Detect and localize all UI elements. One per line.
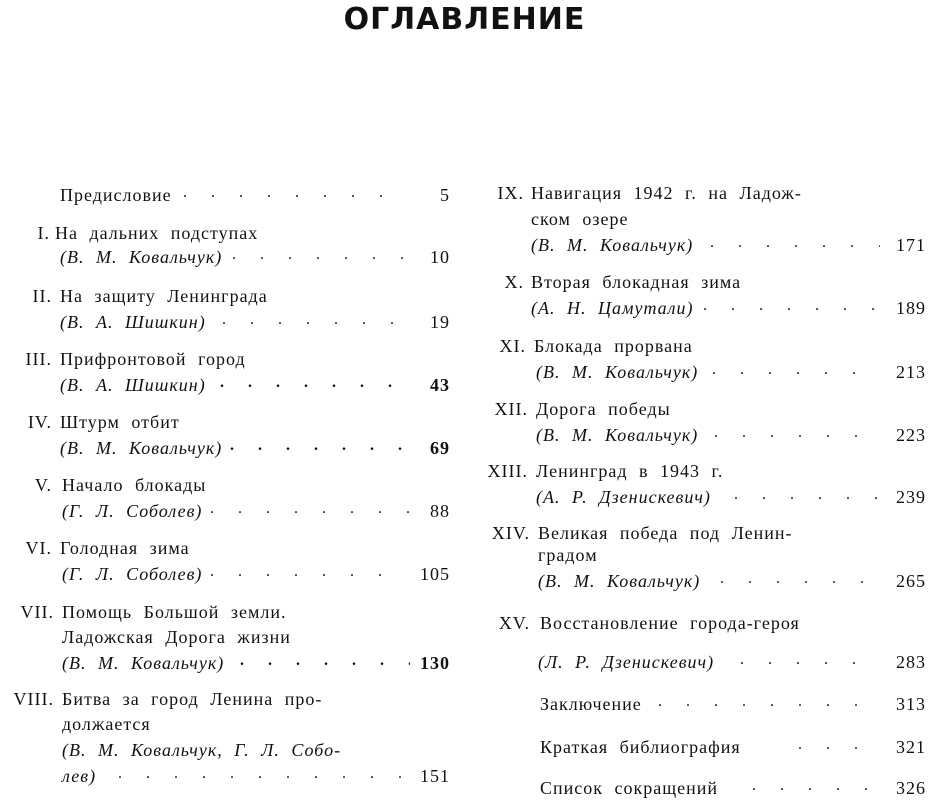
toc-entry-author: (В. М. Ковальчук) [538,571,701,591]
toc-entry-title-cont: Ладожская Дорога жизни [62,627,291,647]
toc-entry-page: 239 [896,487,926,507]
toc-leader [240,652,410,670]
toc-entry-title-cont: градом [538,545,598,565]
toc-entry-title-cont: должается [62,714,151,734]
toc-entry-author: (В. М. Ковальчук) [62,653,225,673]
toc-entry-author: (В. М. Ковальчук) [531,235,694,255]
toc-leader [230,437,415,455]
toc-leader [712,361,880,379]
toc-entry-page: 223 [896,425,926,445]
toc-leader [798,736,868,754]
toc-entry-title: Битва за город Ленина про- [62,689,323,709]
toc-entry-numeral: IX. [497,183,524,203]
toc-leader [118,765,408,783]
toc-entry-page: 5 [440,185,450,205]
toc-entry-page: 265 [896,571,926,591]
toc-entry-author: (В. М. Ковальчук, Г. Л. Собо- [62,740,342,760]
toc-entry-numeral: XI. [499,336,526,356]
toc-leader [703,297,883,315]
toc-entry-numeral: XIII. [487,461,528,481]
toc-entry-numeral: XIV. [491,523,530,543]
toc-entry-page: 189 [896,298,926,318]
toc-entry-author: (Г. Л. Соболев) [62,501,203,521]
toc-entry-title: На защиту Ленинграда [60,286,268,306]
toc-entry-title: Прифронтовой город [60,349,246,369]
toc-entry-title: Великая победа под Ленин- [538,523,793,543]
toc-entry-title: Заключение [540,694,642,714]
toc-entry-title: Вторая блокадная зима [531,272,742,292]
toc-entry-author: (В. М. Ковальчук) [536,425,699,445]
toc-entry-numeral: X. [504,272,524,292]
toc-entry-page: 326 [896,778,926,798]
toc-entry-title: Восстановление города-героя [540,613,800,633]
toc-entry-numeral: VIII. [13,689,54,709]
toc-entry-page: 19 [430,312,450,332]
toc-entry-page: 10 [430,247,450,267]
toc-entry-page: 43 [430,375,450,395]
toc-entry-title: Дорога победы [536,399,671,419]
toc-entry-title: Блокада прорвана [534,336,693,356]
toc-entry-title: Начало блокады [62,475,207,495]
toc-entry-page: 171 [896,235,926,255]
toc-leader [232,246,412,264]
toc-entry-title: Помощь Большой земли. [62,602,287,622]
toc-leader [210,500,415,518]
toc-entry-author: (Л. Р. Дзенискевич) [538,652,715,672]
toc-leader [658,693,880,711]
toc-entry-numeral: IV. [27,412,52,432]
toc-entry-page: 130 [420,653,450,673]
toc-entry-page: 321 [896,737,926,757]
toc-entry-author: (А. Н. Цамутали) [531,298,694,318]
toc-entry-numeral: VI. [25,538,52,558]
toc-leader [210,563,405,581]
toc-leader [720,570,880,588]
toc-leader [740,651,880,669]
toc-entry-numeral: VII. [20,602,54,622]
toc-entry-author: (Г. Л. Соболев) [62,564,203,584]
toc-entry-numeral: V. [34,475,52,495]
toc-entry-numeral: I. [37,223,50,243]
toc-entry-title: Ленинград в 1943 г. [536,461,724,481]
toc-entry-numeral: III. [25,349,52,369]
toc-leader [222,311,417,329]
toc-leader [220,374,415,392]
toc-entry-numeral: XV. [498,613,530,633]
toc-leader [710,234,880,252]
toc-entry-page: 213 [896,362,926,382]
toc-leader [734,486,880,504]
toc-entry-author: (В. А. Шишкин) [60,312,206,332]
toc-entry-title: Предисловие [60,185,172,205]
toc-entry-title: Штурм отбит [60,412,180,432]
toc-entry-title-cont: ском озере [531,209,629,229]
toc-entry-title: Краткая библиография [540,737,741,757]
toc-entry-page: 313 [896,694,926,714]
toc-leader [183,184,403,202]
toc-entry-title: Навигация 1942 г. на Ладож- [531,183,802,203]
toc-entry-author: (А. Р. Дзенискевич) [536,487,711,507]
toc-entry-page: 151 [420,766,450,786]
toc-entry-title: Список сокращений [540,778,718,798]
toc-entry-author: (В. М. Ковальчук) [60,438,223,458]
toc-entry-page: 105 [420,564,450,584]
toc-entry-author: (В. М. Ковальчук) [536,362,699,382]
toc-entry-author: (В. А. Шишкин) [60,375,206,395]
toc-entry-page: 283 [896,652,926,672]
toc-entry-author: (В. М. Ковальчук) [60,247,223,267]
toc-entry-page: 69 [430,438,450,458]
toc-entry-title: На дальних подступах [55,223,259,243]
toc-leader [752,777,878,795]
toc-entry-title: Голодная зима [60,538,190,558]
toc-entry-author-cont: лев) [62,766,97,786]
page-title: ОГЛАВЛЕНИЕ [343,2,586,37]
toc-entry-numeral: XII. [494,399,528,419]
toc-entry-numeral: II. [32,286,52,306]
toc-leader [714,424,880,442]
toc-entry-page: 88 [430,501,450,521]
